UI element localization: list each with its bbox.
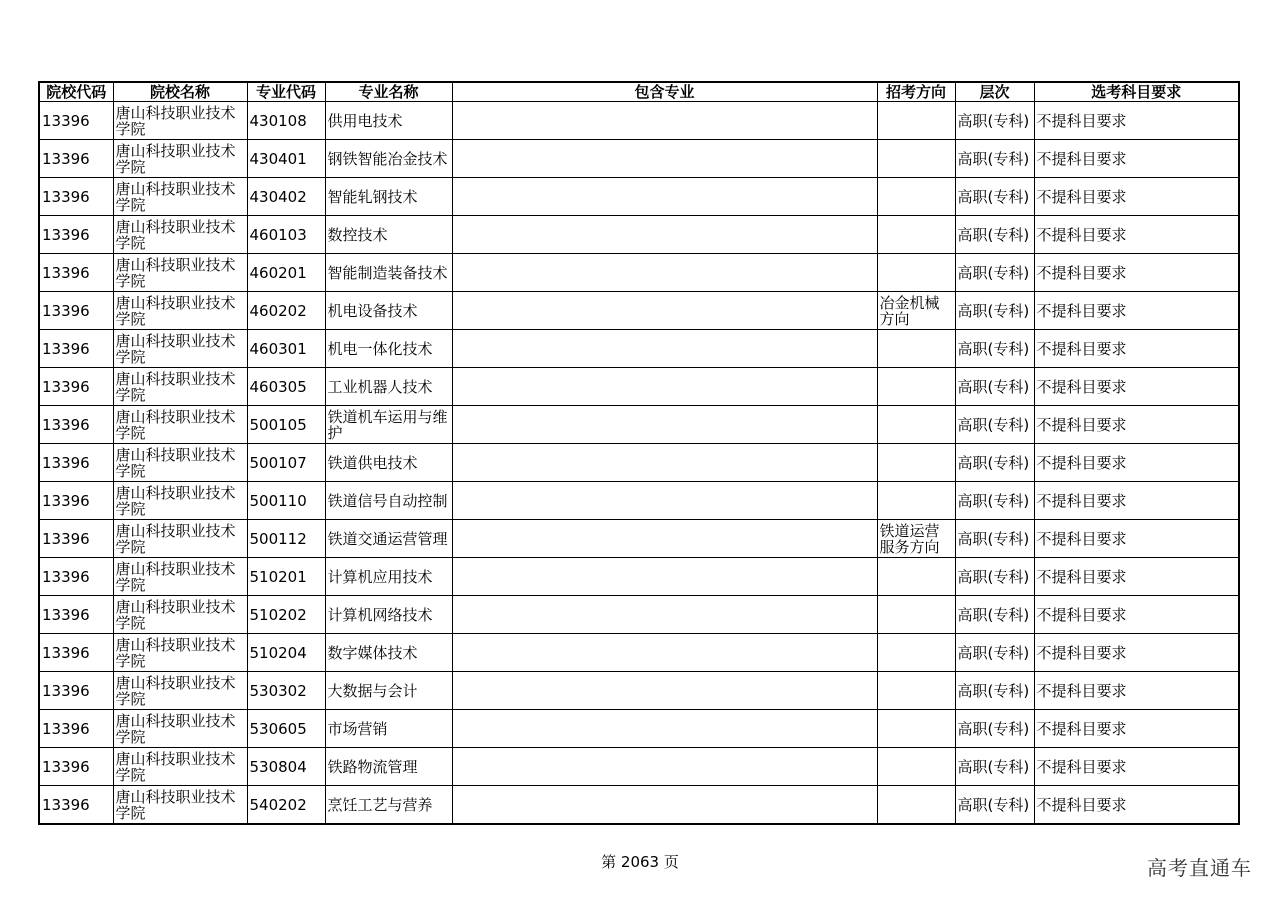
cell-included-majors xyxy=(452,596,877,634)
cell-included-majors xyxy=(452,216,877,254)
admissions-table xyxy=(38,81,1240,825)
cell-school-code: 13396 xyxy=(39,140,113,178)
cell-major-name: 铁道机车运用与维护 xyxy=(325,406,452,444)
cell-school-code: 13396 xyxy=(39,748,113,786)
cell-major-name: 机电一体化技术 xyxy=(325,330,452,368)
cell-major-code: 460301 xyxy=(247,330,325,368)
cell-included-majors xyxy=(452,748,877,786)
cell-included-majors xyxy=(452,292,877,330)
cell-subject-req: 不提科目要求 xyxy=(1034,216,1239,254)
cell-major-code: 500105 xyxy=(247,406,325,444)
cell-major-name: 智能轧钢技术 xyxy=(325,178,452,216)
cell-major-name: 铁道信号自动控制 xyxy=(325,482,452,520)
cell-direction xyxy=(877,710,955,748)
col-header-major-name: 专业名称 xyxy=(325,82,452,102)
cell-major-code: 510202 xyxy=(247,596,325,634)
cell-major-name: 计算机网络技术 xyxy=(325,596,452,634)
cell-school-code: 13396 xyxy=(39,330,113,368)
cell-major-code: 460201 xyxy=(247,254,325,292)
cell-school-name: 唐山科技职业技术学院 xyxy=(113,292,247,330)
cell-subject-req: 不提科目要求 xyxy=(1034,634,1239,672)
cell-level: 高职(专科) xyxy=(955,634,1034,672)
cell-subject-req: 不提科目要求 xyxy=(1034,254,1239,292)
col-header-subject-req: 选考科目要求 xyxy=(1034,82,1239,102)
cell-major-code: 540202 xyxy=(247,786,325,825)
cell-major-code: 460305 xyxy=(247,368,325,406)
cell-major-code: 430401 xyxy=(247,140,325,178)
table-row xyxy=(39,444,1239,482)
cell-school-code: 13396 xyxy=(39,634,113,672)
cell-school-name: 唐山科技职业技术学院 xyxy=(113,558,247,596)
table-row xyxy=(39,596,1239,634)
cell-major-code: 460103 xyxy=(247,216,325,254)
cell-subject-req: 不提科目要求 xyxy=(1034,786,1239,825)
cell-school-name: 唐山科技职业技术学院 xyxy=(113,482,247,520)
cell-direction xyxy=(877,406,955,444)
table-row xyxy=(39,102,1239,140)
cell-subject-req: 不提科目要求 xyxy=(1034,482,1239,520)
cell-level: 高职(专科) xyxy=(955,254,1034,292)
table-row xyxy=(39,140,1239,178)
cell-level: 高职(专科) xyxy=(955,710,1034,748)
cell-subject-req: 不提科目要求 xyxy=(1034,520,1239,558)
cell-included-majors xyxy=(452,444,877,482)
cell-major-name: 供用电技术 xyxy=(325,102,452,140)
cell-included-majors xyxy=(452,710,877,748)
cell-included-majors xyxy=(452,254,877,292)
cell-subject-req: 不提科目要求 xyxy=(1034,178,1239,216)
cell-major-name: 大数据与会计 xyxy=(325,672,452,710)
watermark-text: 高考直通车 xyxy=(1147,856,1252,880)
cell-school-name: 唐山科技职业技术学院 xyxy=(113,596,247,634)
cell-school-code: 13396 xyxy=(39,672,113,710)
cell-included-majors xyxy=(452,786,877,825)
cell-major-code: 430108 xyxy=(247,102,325,140)
cell-major-code: 510201 xyxy=(247,558,325,596)
cell-level: 高职(专科) xyxy=(955,786,1034,825)
cell-direction xyxy=(877,634,955,672)
cell-major-code: 500107 xyxy=(247,444,325,482)
cell-level: 高职(专科) xyxy=(955,520,1034,558)
cell-school-name: 唐山科技职业技术学院 xyxy=(113,672,247,710)
cell-included-majors xyxy=(452,330,877,368)
cell-subject-req: 不提科目要求 xyxy=(1034,406,1239,444)
cell-level: 高职(专科) xyxy=(955,558,1034,596)
cell-level: 高职(专科) xyxy=(955,444,1034,482)
cell-direction xyxy=(877,482,955,520)
cell-level: 高职(专科) xyxy=(955,748,1034,786)
cell-direction xyxy=(877,102,955,140)
cell-subject-req: 不提科目要求 xyxy=(1034,558,1239,596)
cell-school-name: 唐山科技职业技术学院 xyxy=(113,330,247,368)
cell-level: 高职(专科) xyxy=(955,368,1034,406)
cell-subject-req: 不提科目要求 xyxy=(1034,292,1239,330)
cell-direction xyxy=(877,558,955,596)
table-row xyxy=(39,330,1239,368)
cell-major-code: 500110 xyxy=(247,482,325,520)
cell-level: 高职(专科) xyxy=(955,672,1034,710)
cell-included-majors xyxy=(452,368,877,406)
cell-school-name: 唐山科技职业技术学院 xyxy=(113,254,247,292)
table-row xyxy=(39,406,1239,444)
table-row xyxy=(39,482,1239,520)
cell-school-name: 唐山科技职业技术学院 xyxy=(113,748,247,786)
cell-school-name: 唐山科技职业技术学院 xyxy=(113,444,247,482)
cell-school-name: 唐山科技职业技术学院 xyxy=(113,216,247,254)
cell-direction xyxy=(877,178,955,216)
cell-school-code: 13396 xyxy=(39,102,113,140)
cell-direction xyxy=(877,672,955,710)
cell-direction xyxy=(877,368,955,406)
cell-major-code: 500112 xyxy=(247,520,325,558)
cell-school-code: 13396 xyxy=(39,368,113,406)
cell-school-code: 13396 xyxy=(39,178,113,216)
cell-major-name: 市场营销 xyxy=(325,710,452,748)
table-row xyxy=(39,520,1239,558)
cell-school-name: 唐山科技职业技术学院 xyxy=(113,178,247,216)
cell-school-code: 13396 xyxy=(39,520,113,558)
cell-school-name: 唐山科技职业技术学院 xyxy=(113,786,247,825)
cell-school-code: 13396 xyxy=(39,558,113,596)
cell-level: 高职(专科) xyxy=(955,140,1034,178)
col-header-school-name: 院校名称 xyxy=(113,82,247,102)
cell-school-code: 13396 xyxy=(39,292,113,330)
cell-direction xyxy=(877,444,955,482)
cell-level: 高职(专科) xyxy=(955,216,1034,254)
table-row xyxy=(39,786,1239,825)
cell-subject-req: 不提科目要求 xyxy=(1034,444,1239,482)
cell-school-name: 唐山科技职业技术学院 xyxy=(113,406,247,444)
cell-included-majors xyxy=(452,178,877,216)
header-row xyxy=(39,82,1239,102)
cell-level: 高职(专科) xyxy=(955,596,1034,634)
col-header-major-code: 专业代码 xyxy=(247,82,325,102)
cell-school-name: 唐山科技职业技术学院 xyxy=(113,368,247,406)
col-header-level: 层次 xyxy=(955,82,1034,102)
cell-school-name: 唐山科技职业技术学院 xyxy=(113,634,247,672)
cell-included-majors xyxy=(452,558,877,596)
cell-included-majors xyxy=(452,102,877,140)
cell-subject-req: 不提科目要求 xyxy=(1034,140,1239,178)
cell-subject-req: 不提科目要求 xyxy=(1034,330,1239,368)
cell-school-code: 13396 xyxy=(39,596,113,634)
cell-direction: 铁道运营服务方向 xyxy=(877,520,955,558)
cell-direction xyxy=(877,748,955,786)
cell-subject-req: 不提科目要求 xyxy=(1034,368,1239,406)
cell-major-code: 510204 xyxy=(247,634,325,672)
cell-level: 高职(专科) xyxy=(955,292,1034,330)
cell-level: 高职(专科) xyxy=(955,330,1034,368)
cell-direction xyxy=(877,254,955,292)
col-header-school-code: 院校代码 xyxy=(39,82,113,102)
cell-included-majors xyxy=(452,672,877,710)
cell-direction xyxy=(877,596,955,634)
cell-major-name: 铁道交通运营管理 xyxy=(325,520,452,558)
cell-direction: 冶金机械方向 xyxy=(877,292,955,330)
cell-major-name: 机电设备技术 xyxy=(325,292,452,330)
table-row xyxy=(39,672,1239,710)
cell-subject-req: 不提科目要求 xyxy=(1034,710,1239,748)
cell-school-name: 唐山科技职业技术学院 xyxy=(113,140,247,178)
cell-major-name: 数字媒体技术 xyxy=(325,634,452,672)
cell-major-name: 铁道供电技术 xyxy=(325,444,452,482)
cell-school-code: 13396 xyxy=(39,786,113,825)
cell-subject-req: 不提科目要求 xyxy=(1034,672,1239,710)
cell-included-majors xyxy=(452,482,877,520)
table-row xyxy=(39,292,1239,330)
table-row xyxy=(39,216,1239,254)
cell-subject-req: 不提科目要求 xyxy=(1034,596,1239,634)
cell-school-code: 13396 xyxy=(39,406,113,444)
cell-school-code: 13396 xyxy=(39,216,113,254)
cell-included-majors xyxy=(452,520,877,558)
cell-included-majors xyxy=(452,406,877,444)
cell-major-code: 530605 xyxy=(247,710,325,748)
cell-school-code: 13396 xyxy=(39,254,113,292)
cell-school-name: 唐山科技职业技术学院 xyxy=(113,520,247,558)
cell-major-name: 智能制造装备技术 xyxy=(325,254,452,292)
cell-direction xyxy=(877,216,955,254)
cell-major-name: 计算机应用技术 xyxy=(325,558,452,596)
cell-major-code: 530302 xyxy=(247,672,325,710)
cell-major-code: 530804 xyxy=(247,748,325,786)
cell-major-code: 460202 xyxy=(247,292,325,330)
cell-included-majors xyxy=(452,634,877,672)
cell-major-name: 铁路物流管理 xyxy=(325,748,452,786)
table-row xyxy=(39,710,1239,748)
cell-level: 高职(专科) xyxy=(955,178,1034,216)
cell-level: 高职(专科) xyxy=(955,406,1034,444)
cell-subject-req: 不提科目要求 xyxy=(1034,102,1239,140)
cell-school-code: 13396 xyxy=(39,482,113,520)
cell-school-name: 唐山科技职业技术学院 xyxy=(113,710,247,748)
page-number: 第 2063 页 xyxy=(601,853,679,871)
cell-major-name: 烹饪工艺与营养 xyxy=(325,786,452,825)
cell-subject-req: 不提科目要求 xyxy=(1034,748,1239,786)
cell-school-code: 13396 xyxy=(39,710,113,748)
cell-major-name: 工业机器人技术 xyxy=(325,368,452,406)
cell-direction xyxy=(877,786,955,825)
table-row xyxy=(39,368,1239,406)
col-header-included-majors: 包含专业 xyxy=(452,82,877,102)
cell-major-name: 钢铁智能冶金技术 xyxy=(325,140,452,178)
cell-direction xyxy=(877,330,955,368)
cell-level: 高职(专科) xyxy=(955,102,1034,140)
table-row xyxy=(39,254,1239,292)
col-header-direction: 招考方向 xyxy=(877,82,955,102)
cell-school-name: 唐山科技职业技术学院 xyxy=(113,102,247,140)
table-row xyxy=(39,634,1239,672)
cell-direction xyxy=(877,140,955,178)
cell-included-majors xyxy=(452,140,877,178)
table-row xyxy=(39,178,1239,216)
cell-major-code: 430402 xyxy=(247,178,325,216)
cell-level: 高职(专科) xyxy=(955,482,1034,520)
cell-school-code: 13396 xyxy=(39,444,113,482)
cell-major-name: 数控技术 xyxy=(325,216,452,254)
table-row xyxy=(39,748,1239,786)
table-row xyxy=(39,558,1239,596)
